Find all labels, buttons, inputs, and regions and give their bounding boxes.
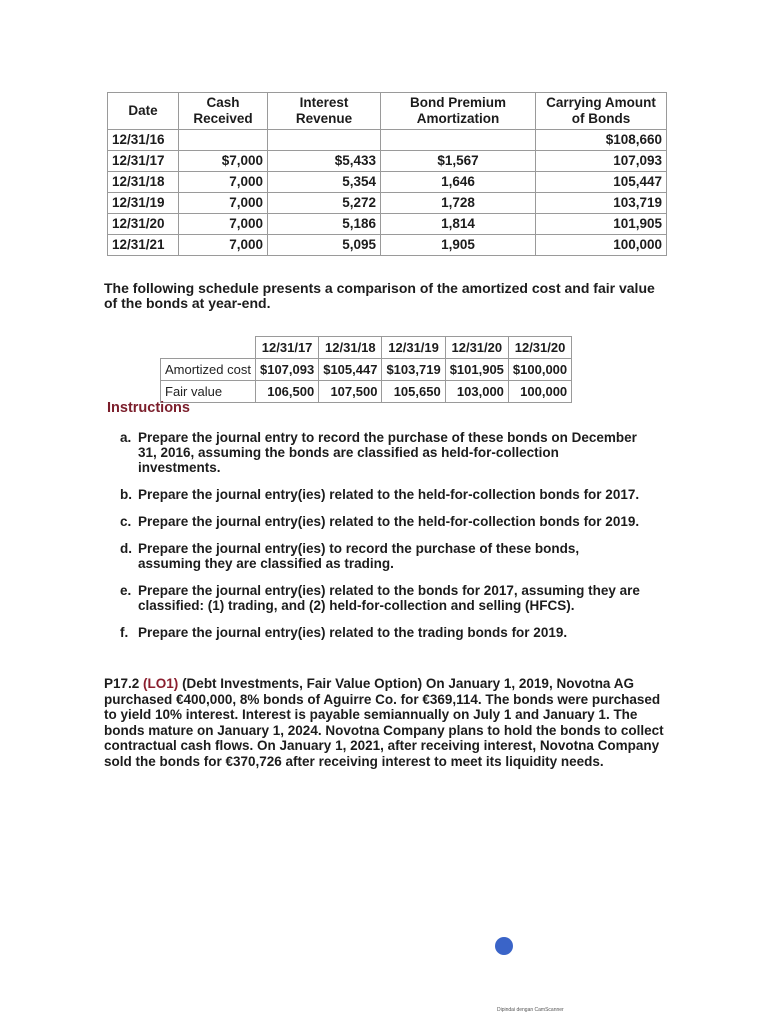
amortization-schedule-table <box>107 92 667 256</box>
table-row <box>108 193 667 214</box>
cell-cash <box>179 130 268 151</box>
row-label-fair-value: Fair value <box>161 381 256 403</box>
cell-premium: $1,567 <box>381 151 536 172</box>
table-row <box>108 214 667 235</box>
cell-value: $100,000 <box>508 359 571 381</box>
cell-value: 107,500 <box>319 381 382 403</box>
table-row <box>108 235 667 256</box>
item-text: Prepare the journal entry to record the purchase of these bonds on December 31, 2016, assuming the bonds are classified as held-for-collection investments. <box>138 430 637 475</box>
cell-interest: $5,433 <box>268 151 381 172</box>
cell-premium <box>381 130 536 151</box>
col-header-date: Date <box>108 93 179 130</box>
col-header-date: 12/31/20 <box>445 337 508 359</box>
cell-carrying: 103,719 <box>536 193 667 214</box>
problem-text: On January 1, 2019, Novotna AG purchased €400,000, 8% bonds of Aguirre Co. for €369,114. The bonds were purchased to yield 10% interest. Interest is payable semiannually on July 1 and January 1. The bonds mature on January 1, 2024. Novotna Company plans to hold the bonds to collect contractual cash flows. On January 1, 2021, after receiving interest, Novotna Company sold the bonds for €370,726 after receiving interest to meet its liquidity needs. <box>104 676 664 769</box>
instructions-list <box>120 430 640 652</box>
cell-date: 12/31/20 <box>108 214 179 235</box>
cell-date: 12/31/19 <box>108 193 179 214</box>
corner-cell <box>161 337 256 359</box>
cell-interest <box>268 130 381 151</box>
cell-value: 100,000 <box>508 381 571 403</box>
cell-interest: 5,272 <box>268 193 381 214</box>
list-item <box>120 487 640 502</box>
cell-date: 12/31/16 <box>108 130 179 151</box>
cell-value: 103,000 <box>445 381 508 403</box>
cell-value: $101,905 <box>445 359 508 381</box>
cell-date: 12/31/17 <box>108 151 179 172</box>
cell-cash: 7,000 <box>179 235 268 256</box>
col-header-date: 12/31/18 <box>319 337 382 359</box>
cell-premium: 1,728 <box>381 193 536 214</box>
problem-p17-2 <box>104 676 674 769</box>
instructions-heading: Instructions <box>107 400 190 416</box>
col-header-carrying-amount: Carrying Amount of Bonds <box>536 93 667 130</box>
cell-value: $105,447 <box>319 359 382 381</box>
item-text: Prepare the journal entry(ies) to record the purchase of these bonds, assuming they are classified as trading. <box>138 541 580 571</box>
col-header-bond-premium-amortization: Bond Premium Amortization <box>381 93 536 130</box>
list-item <box>120 583 640 613</box>
table-row <box>161 381 572 403</box>
cell-carrying: 105,447 <box>536 172 667 193</box>
col-header-date: 12/31/20 <box>508 337 571 359</box>
cell-value: 106,500 <box>255 381 318 403</box>
item-letter: d. <box>120 541 132 556</box>
table-row <box>108 151 667 172</box>
problem-number: P17.2 <box>104 676 140 691</box>
cell-value: $103,719 <box>382 359 445 381</box>
table-header-row <box>108 93 667 130</box>
col-header-date: 12/31/17 <box>255 337 318 359</box>
item-text: Prepare the journal entry(ies) related to the held-for-collection bonds for 2017. <box>138 487 640 502</box>
item-letter: e. <box>120 583 132 598</box>
table-row <box>161 359 572 381</box>
intro-paragraph: The following schedule presents a comparison of the amortized cost and fair value of the bonds at year-end. <box>104 280 655 311</box>
item-letter: f. <box>120 625 129 640</box>
cell-cash: 7,000 <box>179 172 268 193</box>
list-item <box>120 625 640 640</box>
comparison-table <box>160 336 572 403</box>
col-header-interest-revenue: Interest Revenue <box>268 93 381 130</box>
cell-carrying: 107,093 <box>536 151 667 172</box>
list-item <box>120 430 640 475</box>
col-header-cash-received: Cash Received <box>179 93 268 130</box>
item-letter: b. <box>120 487 132 502</box>
cell-cash: $7,000 <box>179 151 268 172</box>
cell-carrying: $108,660 <box>536 130 667 151</box>
cell-interest: 5,186 <box>268 214 381 235</box>
problem-title: (Debt Investments, Fair Value Option) <box>182 676 423 691</box>
item-text: Prepare the journal entry(ies) related to the bonds for 2017, assuming they are classified: (1) trading, and (2) held-for-collection and selling (HFCS). <box>138 583 640 613</box>
item-letter: c. <box>120 514 132 529</box>
table-row <box>108 130 667 151</box>
cell-premium: 1,905 <box>381 235 536 256</box>
table-header-row <box>161 337 572 359</box>
cell-premium: 1,646 <box>381 172 536 193</box>
blue-dot-icon <box>495 937 513 955</box>
list-item <box>120 514 640 529</box>
cell-date: 12/31/21 <box>108 235 179 256</box>
cell-value: $107,093 <box>255 359 318 381</box>
row-label-amortized-cost: Amortized cost <box>161 359 256 381</box>
cell-cash: 7,000 <box>179 193 268 214</box>
cell-carrying: 100,000 <box>536 235 667 256</box>
scanner-watermark: Dipindai dengan CamScanner <box>497 1007 564 1013</box>
cell-interest: 5,354 <box>268 172 381 193</box>
col-header-date: 12/31/19 <box>382 337 445 359</box>
learning-objective: (LO1) <box>143 676 179 691</box>
cell-value: 105,650 <box>382 381 445 403</box>
cell-carrying: 101,905 <box>536 214 667 235</box>
item-text: Prepare the journal entry(ies) related to the held-for-collection bonds for 2019. <box>138 514 640 529</box>
cell-interest: 5,095 <box>268 235 381 256</box>
item-text: Prepare the journal entry(ies) related to the trading bonds for 2019. <box>138 625 568 640</box>
cell-premium: 1,814 <box>381 214 536 235</box>
table-row <box>108 172 667 193</box>
item-letter: a. <box>120 430 132 445</box>
list-item <box>120 541 640 571</box>
cell-cash: 7,000 <box>179 214 268 235</box>
cell-date: 12/31/18 <box>108 172 179 193</box>
